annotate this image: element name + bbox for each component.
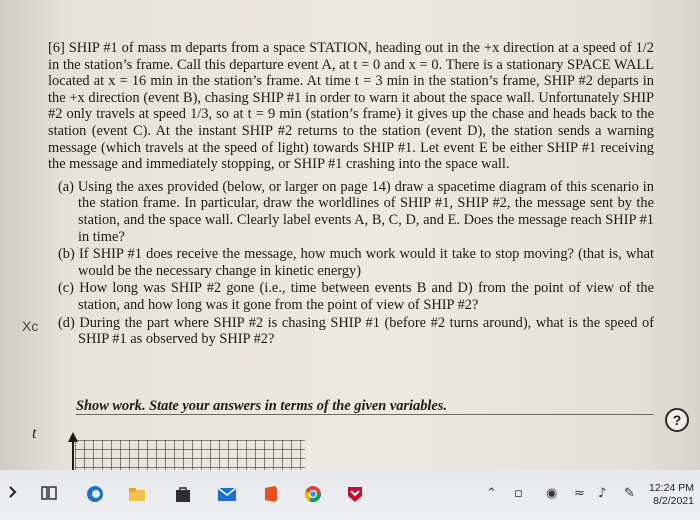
pen-icon[interactable]: ✎ <box>624 486 635 501</box>
question-parts <box>48 179 654 348</box>
file-explorer-icon[interactable] <box>126 484 148 506</box>
mail-icon[interactable] <box>216 484 238 506</box>
problem-body: SHIP #1 of mass m departs from a space STATION, heading out in the +x direction at a speed of 1/2 in the station’s frame. Call this departure event A, at t = 0 and x = 0. There is a stationary SPACE WALL located at x = 16 min in the station’s frame. At time t = 3 min in the station’s frame, SHIP #2 departs in the +x direction (event B), chasing SHIP #1 in order to warn it about the space wall. Unfortunately SHIP #2 only travels at speed 1/3, so at t = 9 min (station’s frame) it gives up the chase and heads back to the station (event C). At the instant SHIP #2 returns to the station (event D), the station sends a warning message (which travels at the speed of light) towards SHIP #1. Let event E be either SHIP #1 receiving the message and immediately stopping, or SHIP #1 crashing into the space wall. <box>48 40 654 173</box>
instructions-text: Show work. State your answers in terms of the given variables. <box>76 398 448 414</box>
chrome-icon[interactable] <box>302 484 324 506</box>
clock-time: 12:24 PM <box>649 482 694 494</box>
taskbar <box>0 470 700 520</box>
mcafee-icon[interactable] <box>344 484 366 506</box>
problem-text <box>48 40 654 349</box>
problem-number: [6] <box>48 40 65 56</box>
wifi-icon[interactable]: ≈ <box>574 486 585 501</box>
part-d: (d) During the part where SHIP #2 is chasing SHIP #1 (before #2 turns around), what is the speed of SHIP #1 as observed by SHIP #2? <box>58 314 654 348</box>
start-icon[interactable] <box>4 484 26 506</box>
part-a: (a) Using the axes provided (below, or larger on page 14) draw a spacetime diagram of this scenario in the station frame. In particular, draw the worldlines of SHIP #1, SHIP #2, the message sent by the station, and the space wall. Clearly label events A, B, C, D, and E. Does the message reach SHIP #1 in time? <box>58 178 654 245</box>
clock[interactable] <box>649 482 694 508</box>
office-icon[interactable] <box>260 484 282 506</box>
t-axis-line <box>72 440 74 470</box>
t-axis-label: t <box>32 425 37 442</box>
speaker-icon[interactable]: ♪ <box>598 486 607 501</box>
spacetime-grid <box>75 440 305 470</box>
divider-line <box>76 414 654 415</box>
clock-date: 8/2/2021 <box>653 495 694 507</box>
chevron-up-icon[interactable]: ⌃ <box>486 486 497 501</box>
part-c: (c) How long was SHIP #2 gone (i.e., time between events B and D) from the point of view of the station, and how long was it gone from the point of view of SHIP #2? <box>58 280 654 313</box>
handwritten-margin-mark: Xc <box>22 318 39 334</box>
meet-now-icon[interactable]: ▫ <box>514 486 523 501</box>
edge-browser-icon[interactable] <box>84 484 106 506</box>
help-icon[interactable]: ? <box>665 408 689 432</box>
camera-icon[interactable]: ◉ <box>546 486 558 501</box>
store-icon[interactable] <box>172 484 194 506</box>
problem-statement <box>48 40 654 173</box>
task-view-icon[interactable] <box>38 484 60 506</box>
part-b: (b) If SHIP #1 does receive the message, how much work would it take to stop moving? (that is, what would be the necessary change in kinetic energy) <box>58 246 654 279</box>
